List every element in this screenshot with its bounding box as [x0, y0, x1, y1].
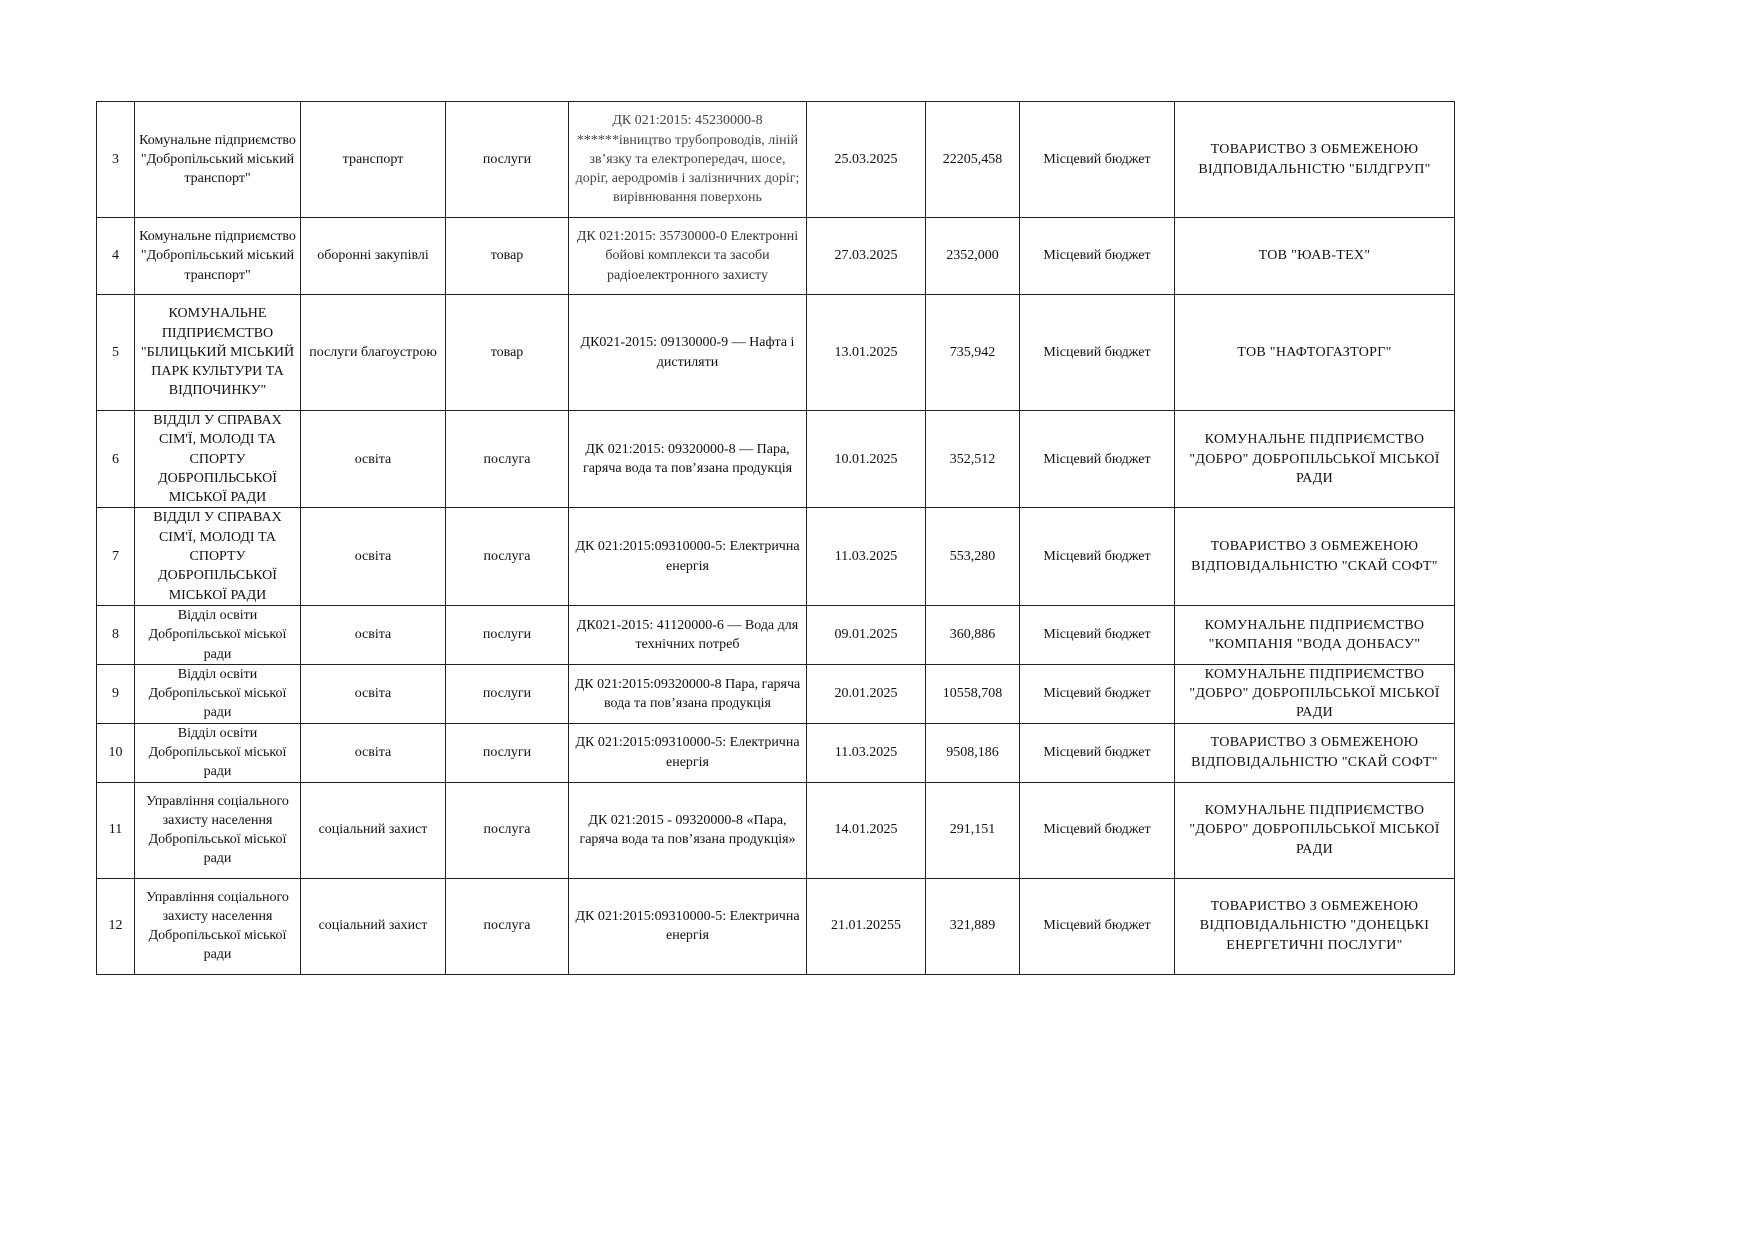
amount-cell: 553,280	[926, 508, 1020, 605]
customer-cell: Управління соціального захисту населення Добропільської міської ради	[135, 878, 301, 974]
cpv-cell: ДК 021:2015:09310000-5: Електрична енергія	[569, 878, 807, 974]
row-number: 8	[97, 605, 135, 664]
type-cell: послуга	[446, 878, 569, 974]
sector-cell: освіта	[301, 605, 446, 664]
row-number: 5	[97, 295, 135, 411]
supplier-cell: ТОВАРИСТВО З ОБМЕЖЕНОЮ ВІДПОВІДАЛЬНІСТЮ "СКАЙ СОФТ"	[1175, 723, 1455, 782]
type-cell: послуга	[446, 508, 569, 605]
budget-cell: Місцевий бюджет	[1020, 295, 1175, 411]
budget-cell: Місцевий бюджет	[1020, 218, 1175, 295]
customer-cell: ВІДДІЛ У СПРАВАХ СІМ'Ї, МОЛОДІ ТА СПОРТУ ДОБРОПІЛЬСЬКОЇ МІСЬКОЇ РАДИ	[135, 508, 301, 605]
cpv-cell: ДК 021:2015: 45230000-8 ******івництво трубопроводів, ліній зв’язку та електропередач, шосе, доріг, аеродромів і залізничних доріг; вирівнювання поверхонь	[569, 102, 807, 218]
supplier-cell: ТОВ "НАФТОГАЗТОРГ"	[1175, 295, 1455, 411]
table-row	[97, 605, 1455, 664]
supplier-cell: КОМУНАЛЬНЕ ПІДПРИЄМСТВО "ДОБРО" ДОБРОПІЛЬСЬКОЇ МІСЬКОЇ РАДИ	[1175, 664, 1455, 723]
sector-cell: оборонні закупівлі	[301, 218, 446, 295]
type-cell: послуги	[446, 102, 569, 218]
date-cell: 27.03.2025	[807, 218, 926, 295]
cpv-cell: ДК 021:2015:09310000-5: Електрична енергія	[569, 723, 807, 782]
cpv-cell: ДК021-2015: 09130000-9 — Нафта і дистиляти	[569, 295, 807, 411]
amount-cell: 291,151	[926, 782, 1020, 878]
type-cell: послуга	[446, 411, 569, 508]
table-row	[97, 664, 1455, 723]
table-row	[97, 218, 1455, 295]
amount-cell: 22205,458	[926, 102, 1020, 218]
row-number: 6	[97, 411, 135, 508]
customer-cell: ВІДДІЛ У СПРАВАХ СІМ'Ї, МОЛОДІ ТА СПОРТУ ДОБРОПІЛЬСЬКОЇ МІСЬКОЇ РАДИ	[135, 411, 301, 508]
sector-cell: освіта	[301, 723, 446, 782]
row-number: 12	[97, 878, 135, 974]
date-cell: 21.01.20255	[807, 878, 926, 974]
type-cell: послуга	[446, 782, 569, 878]
date-cell: 20.01.2025	[807, 664, 926, 723]
row-number: 10	[97, 723, 135, 782]
date-cell: 14.01.2025	[807, 782, 926, 878]
cpv-cell: ДК 021:2015: 35730000-0 Електронні бойові комплекси та засоби радіоелектронного захисту	[569, 218, 807, 295]
cpv-cell: ДК 021:2015 - 09320000-8 «Пара, гаряча вода та пов’язана продукція»	[569, 782, 807, 878]
cpv-cell: ДК 021:2015:09310000-5: Електрична енергія	[569, 508, 807, 605]
row-number: 9	[97, 664, 135, 723]
table-row	[97, 782, 1455, 878]
customer-cell: Відділ освіти Добропільської міської ради	[135, 723, 301, 782]
amount-cell: 2352,000	[926, 218, 1020, 295]
sector-cell: освіта	[301, 664, 446, 723]
customer-cell: КОМУНАЛЬНЕ ПІДПРИЄМСТВО "БІЛИЦЬКИЙ МІСЬКИЙ ПАРК КУЛЬТУРИ ТА ВІДПОЧИНКУ"	[135, 295, 301, 411]
amount-cell: 360,886	[926, 605, 1020, 664]
budget-cell: Місцевий бюджет	[1020, 664, 1175, 723]
table-row	[97, 102, 1455, 218]
budget-cell: Місцевий бюджет	[1020, 878, 1175, 974]
amount-cell: 352,512	[926, 411, 1020, 508]
row-number: 4	[97, 218, 135, 295]
date-cell: 11.03.2025	[807, 723, 926, 782]
date-cell: 11.03.2025	[807, 508, 926, 605]
supplier-cell: ТОВ "ЮАВ-ТЕХ"	[1175, 218, 1455, 295]
type-cell: послуги	[446, 605, 569, 664]
budget-cell: Місцевий бюджет	[1020, 605, 1175, 664]
cpv-cell: ДК 021:2015:09320000-8 Пара, гаряча вода та пов’язана продукція	[569, 664, 807, 723]
customer-cell: Комунальне підприємство "Добропільський міський транспорт"	[135, 102, 301, 218]
amount-cell: 10558,708	[926, 664, 1020, 723]
customer-cell: Комунальне підприємство "Добропільський міський транспорт"	[135, 218, 301, 295]
sector-cell: освіта	[301, 508, 446, 605]
procurement-table	[96, 101, 1455, 975]
budget-cell: Місцевий бюджет	[1020, 102, 1175, 218]
customer-cell: Управління соціального захисту населення Добропільської міської ради	[135, 782, 301, 878]
customer-cell: Відділ освіти Добропільської міської ради	[135, 664, 301, 723]
type-cell: послуги	[446, 664, 569, 723]
amount-cell: 9508,186	[926, 723, 1020, 782]
budget-cell: Місцевий бюджет	[1020, 508, 1175, 605]
table-row	[97, 508, 1455, 605]
date-cell: 10.01.2025	[807, 411, 926, 508]
date-cell: 13.01.2025	[807, 295, 926, 411]
row-number: 3	[97, 102, 135, 218]
supplier-cell: КОМУНАЛЬНЕ ПІДПРИЄМСТВО "ДОБРО" ДОБРОПІЛЬСЬКОЇ МІСЬКОЇ РАДИ	[1175, 782, 1455, 878]
type-cell: товар	[446, 218, 569, 295]
table-row	[97, 295, 1455, 411]
budget-cell: Місцевий бюджет	[1020, 411, 1175, 508]
sector-cell: послуги благоустрою	[301, 295, 446, 411]
cpv-cell: ДК021-2015: 41120000-6 — Вода для технічних потреб	[569, 605, 807, 664]
supplier-cell: КОМУНАЛЬНЕ ПІДПРИЄМСТВО "ДОБРО" ДОБРОПІЛЬСЬКОЇ МІСЬКОЇ РАДИ	[1175, 411, 1455, 508]
sector-cell: транспорт	[301, 102, 446, 218]
table-row	[97, 723, 1455, 782]
supplier-cell: ТОВАРИСТВО З ОБМЕЖЕНОЮ ВІДПОВІДАЛЬНІСТЮ "ДОНЕЦЬКІ ЕНЕРГЕТИЧНІ ПОСЛУГИ"	[1175, 878, 1455, 974]
table-row	[97, 878, 1455, 974]
budget-cell: Місцевий бюджет	[1020, 782, 1175, 878]
row-number: 11	[97, 782, 135, 878]
customer-cell: Відділ освіти Добропільської міської ради	[135, 605, 301, 664]
sector-cell: соціальний захист	[301, 878, 446, 974]
type-cell: товар	[446, 295, 569, 411]
amount-cell: 735,942	[926, 295, 1020, 411]
supplier-cell: КОМУНАЛЬНЕ ПІДПРИЄМСТВО "КОМПАНІЯ "ВОДА ДОНБАСУ"	[1175, 605, 1455, 664]
row-number: 7	[97, 508, 135, 605]
type-cell: послуги	[446, 723, 569, 782]
table-row	[97, 411, 1455, 508]
sector-cell: соціальний захист	[301, 782, 446, 878]
supplier-cell: ТОВАРИСТВО З ОБМЕЖЕНОЮ ВІДПОВІДАЛЬНІСТЮ "БІЛДГРУП"	[1175, 102, 1455, 218]
cpv-cell: ДК 021:2015: 09320000-8 — Пара, гаряча вода та пов’язана продукція	[569, 411, 807, 508]
sector-cell: освіта	[301, 411, 446, 508]
date-cell: 25.03.2025	[807, 102, 926, 218]
date-cell: 09.01.2025	[807, 605, 926, 664]
budget-cell: Місцевий бюджет	[1020, 723, 1175, 782]
supplier-cell: ТОВАРИСТВО З ОБМЕЖЕНОЮ ВІДПОВІДАЛЬНІСТЮ "СКАЙ СОФТ"	[1175, 508, 1455, 605]
amount-cell: 321,889	[926, 878, 1020, 974]
